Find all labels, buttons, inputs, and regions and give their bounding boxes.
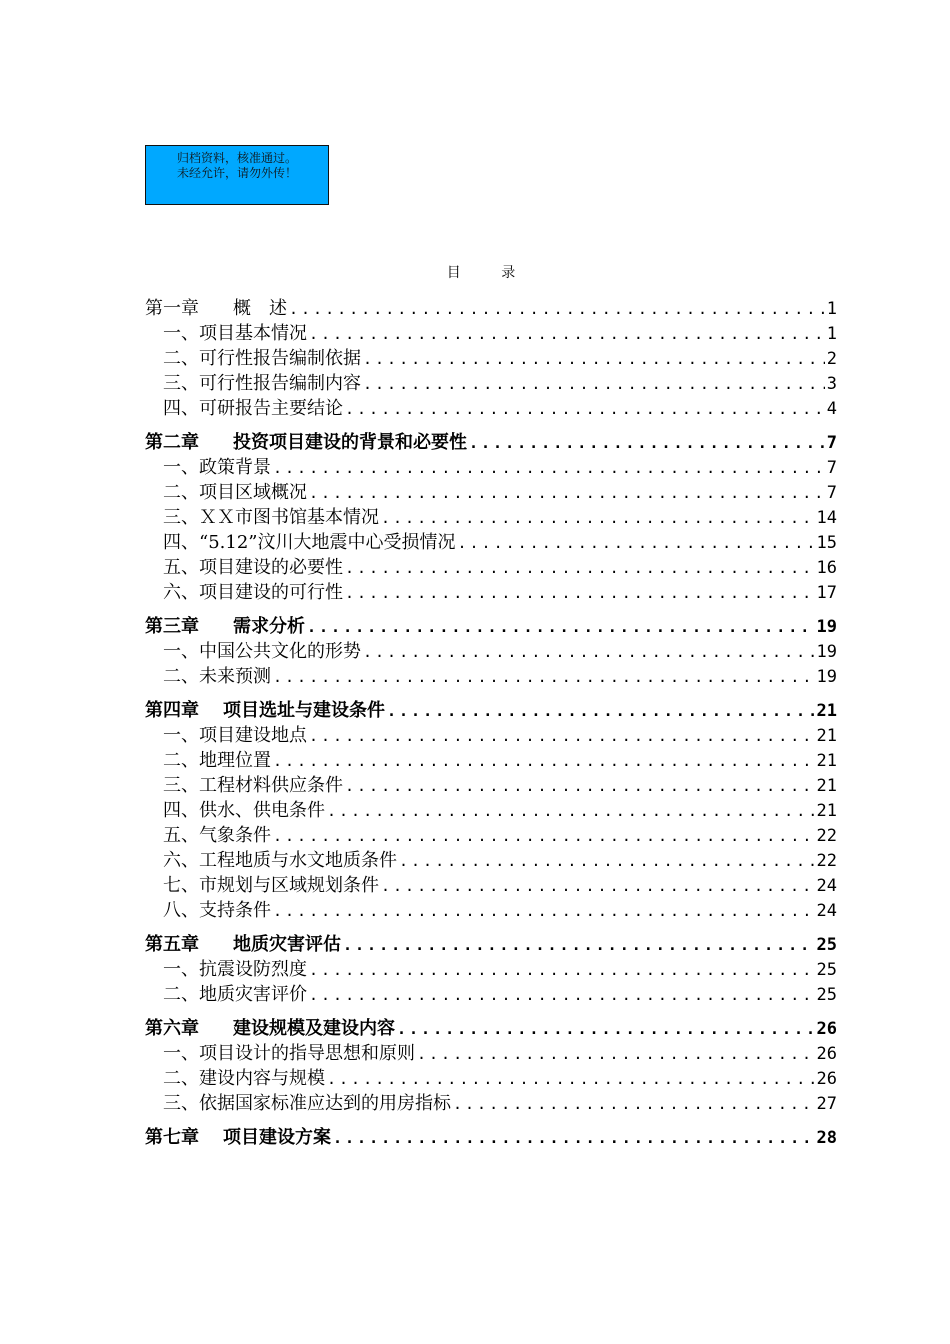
toc-section-row[interactable]: [145, 505, 837, 530]
toc-section-row[interactable]: [145, 664, 837, 689]
toc-chapter-number: 第四章: [145, 700, 199, 721]
toc-section-row[interactable]: [145, 723, 837, 748]
toc-leader-dots: [417, 1042, 815, 1066]
toc-leader-dots: [273, 665, 815, 689]
toc-leader-dots: [363, 372, 825, 396]
toc-page-number: 19: [816, 667, 837, 687]
toc-spacer: [145, 1116, 837, 1125]
toc-chapter-number: 第七章: [145, 1127, 199, 1148]
toc-page-number: 26: [816, 1019, 837, 1039]
toc-leader-dots: [343, 933, 815, 957]
toc-spacer: [145, 605, 837, 614]
toc-entry-title: 二、地质灾害评价: [163, 984, 307, 1005]
toc-page-number: 26: [816, 1069, 837, 1089]
toc-section-row[interactable]: [145, 1091, 837, 1116]
toc-leader-dots: [345, 774, 815, 798]
toc-leader-dots: [309, 958, 815, 982]
toc-page-number: 15: [816, 533, 837, 553]
toc-leader-dots: [381, 506, 815, 530]
toc-page-number: 7: [826, 458, 837, 478]
toc-leader-dots: [469, 431, 825, 455]
toc-page-number: 19: [816, 617, 837, 637]
toc-leader-dots: [309, 322, 825, 346]
toc-entry-title: 三、依据国家标准应达到的用房指标: [163, 1093, 451, 1114]
toc-section-row[interactable]: [145, 480, 837, 505]
toc-entry-title: 三、可行性报告编制内容: [163, 373, 361, 394]
toc-leader-dots: [273, 749, 815, 773]
toc-entry-title: 一、项目建设地点: [163, 725, 307, 746]
toc-leader-dots: [345, 556, 815, 580]
toc-leader-dots: [273, 456, 825, 480]
toc-chapter-row[interactable]: [145, 1016, 837, 1041]
toc-title: 目 录: [446, 265, 534, 281]
toc-leader-dots: [273, 899, 815, 923]
toc-page-number: 4: [826, 399, 837, 419]
toc-section-row[interactable]: [145, 773, 837, 798]
toc-entry-title: 一、项目设计的指导思想和原则: [163, 1043, 415, 1064]
toc-leader-dots: [397, 1017, 815, 1041]
toc-entry-title: 五、气象条件: [163, 825, 271, 846]
toc-leader-dots: [289, 297, 825, 321]
toc-chapter-row[interactable]: [145, 1125, 837, 1150]
toc-page-number: 27: [816, 1094, 837, 1114]
toc-chapter-row[interactable]: [145, 430, 837, 455]
toc-entry-title: 项目选址与建设条件: [223, 700, 385, 721]
toc-entry-title: 六、工程地质与水文地质条件: [163, 850, 397, 871]
toc-section-row[interactable]: [145, 580, 837, 605]
toc-entry-title: 四、可研报告主要结论: [163, 398, 343, 419]
toc-leader-dots: [363, 640, 815, 664]
toc-page-number: 16: [816, 558, 837, 578]
toc-leader-dots: [457, 531, 814, 555]
toc-chapter-row[interactable]: [145, 932, 837, 957]
toc-section-row[interactable]: [145, 371, 837, 396]
toc-spacer: [145, 421, 837, 430]
toc-page-number: 22: [816, 826, 837, 846]
toc-entry-title: 八、支持条件: [163, 900, 271, 921]
toc-section-row[interactable]: [145, 957, 837, 982]
toc-page-number: 25: [816, 935, 837, 955]
toc-entry-title: 五、项目建设的必要性: [163, 557, 343, 578]
toc-page-number: 26: [816, 1044, 837, 1064]
toc-leader-dots: [327, 1067, 815, 1091]
toc-page-number: 14: [816, 508, 837, 528]
toc-page-number: 24: [816, 901, 837, 921]
toc-section-row[interactable]: [145, 321, 837, 346]
toc-chapter-number: 第三章: [145, 616, 199, 637]
toc-entry-title: 二、可行性报告编制依据: [163, 348, 361, 369]
toc-entry-title: 一、抗震设防烈度: [163, 959, 307, 980]
toc-page-number: 21: [816, 751, 837, 771]
toc-entry-title: 二、建设内容与规模: [163, 1068, 325, 1089]
toc-page-number: 7: [826, 483, 837, 503]
toc-entry-title: 四、“5.12”汶川大地震中心受损情况: [163, 532, 456, 553]
toc-chapter-number: 第五章: [145, 934, 199, 955]
toc-section-row[interactable]: [145, 848, 837, 873]
toc-entry-title: 投资项目建设的背景和必要性: [233, 432, 467, 453]
toc-page-number: 24: [816, 876, 837, 896]
toc-page-number: 1: [826, 299, 837, 319]
toc-page-number: 21: [816, 776, 837, 796]
toc-chapter-row[interactable]: [145, 296, 837, 321]
toc-leader-dots: [333, 1126, 815, 1150]
toc-page-number: 28: [816, 1128, 837, 1148]
toc-page-number: 25: [816, 985, 837, 1005]
toc-leader-dots: [327, 799, 815, 823]
toc-section-row[interactable]: [145, 798, 837, 823]
toc-section-row[interactable]: [145, 346, 837, 371]
toc-page-number: 1: [826, 324, 837, 344]
toc-leader-dots: [309, 724, 815, 748]
toc-section-row[interactable]: [145, 982, 837, 1007]
toc-page-number: 2: [826, 349, 837, 369]
toc-leader-dots: [345, 397, 825, 421]
toc-section-row[interactable]: [145, 396, 837, 421]
toc-leader-dots: [307, 615, 815, 639]
toc-chapter-row[interactable]: [145, 698, 837, 723]
toc-entry-title: 四、供水、供电条件: [163, 800, 325, 821]
toc-chapter-row[interactable]: [145, 614, 837, 639]
toc-leader-dots: [363, 347, 825, 371]
toc-page-number: 19: [816, 642, 837, 662]
toc-section-row[interactable]: [145, 823, 837, 848]
toc-page-number: 7: [826, 433, 837, 453]
toc-page-number: 17: [816, 583, 837, 603]
toc-section-row[interactable]: [145, 1041, 837, 1066]
toc-chapter-number: 第六章: [145, 1018, 199, 1039]
toc-chapter-number: 第二章: [145, 432, 199, 453]
toc-entry-title: 七、市规划与区域规划条件: [163, 875, 379, 896]
toc-entry-title: 项目建设方案: [223, 1127, 331, 1148]
toc-entry-title: 地质灾害评估: [233, 934, 341, 955]
toc-section-row[interactable]: [145, 1066, 837, 1091]
toc-page-number: 3: [826, 374, 837, 394]
stamp-line-1: 归档资料，核准通过。: [176, 151, 297, 165]
toc-spacer: [145, 923, 837, 932]
toc-leader-dots: [387, 699, 815, 723]
toc-page-number: 21: [816, 801, 837, 821]
toc-leader-dots: [345, 581, 815, 605]
toc-section-row[interactable]: [145, 555, 837, 580]
toc-entry-title: 一、项目基本情况: [163, 323, 307, 344]
toc-leader-dots: [399, 849, 815, 873]
toc-entry-title: 需求分析: [233, 616, 305, 637]
toc-page-number: 25: [816, 960, 837, 980]
toc-page-number: 21: [816, 701, 837, 721]
toc-section-row[interactable]: [145, 873, 837, 898]
toc-entry-title: 一、中国公共文化的形势: [163, 641, 361, 662]
toc-leader-dots: [381, 874, 815, 898]
toc-entry-title: 三、工程材料供应条件: [163, 775, 343, 796]
toc-page-number: 22: [816, 851, 837, 871]
toc-leader-dots: [453, 1092, 815, 1116]
toc-section-row[interactable]: [145, 530, 837, 555]
toc-entry-title: 二、未来预测: [163, 666, 271, 687]
toc-entry-title: 二、项目区域概况: [163, 482, 307, 503]
toc-chapter-number: 第一章: [145, 298, 199, 319]
toc-section-row[interactable]: [145, 898, 837, 923]
toc-leader-dots: [273, 824, 815, 848]
toc-page-number: 21: [816, 726, 837, 746]
table-of-contents: [145, 296, 837, 1150]
toc-entry-title: 三、ＸＸ市图书馆基本情况: [163, 507, 379, 528]
toc-section-row[interactable]: [145, 748, 837, 773]
toc-entry-title: 二、地理位置: [163, 750, 271, 771]
toc-leader-dots: [309, 481, 825, 505]
toc-section-row[interactable]: [145, 455, 837, 480]
toc-spacer: [145, 689, 837, 698]
toc-section-row[interactable]: [145, 639, 837, 664]
toc-entry-title: 概 述: [233, 298, 287, 319]
toc-leader-dots: [309, 983, 815, 1007]
toc-entry-title: 六、项目建设的可行性: [163, 582, 343, 603]
toc-entry-title: 一、政策背景: [163, 457, 271, 478]
stamp-line-2: 未经允许，请勿外传！: [176, 166, 297, 180]
archive-stamp: [145, 145, 329, 205]
toc-spacer: [145, 1007, 837, 1016]
toc-entry-title: 建设规模及建设内容: [233, 1018, 395, 1039]
